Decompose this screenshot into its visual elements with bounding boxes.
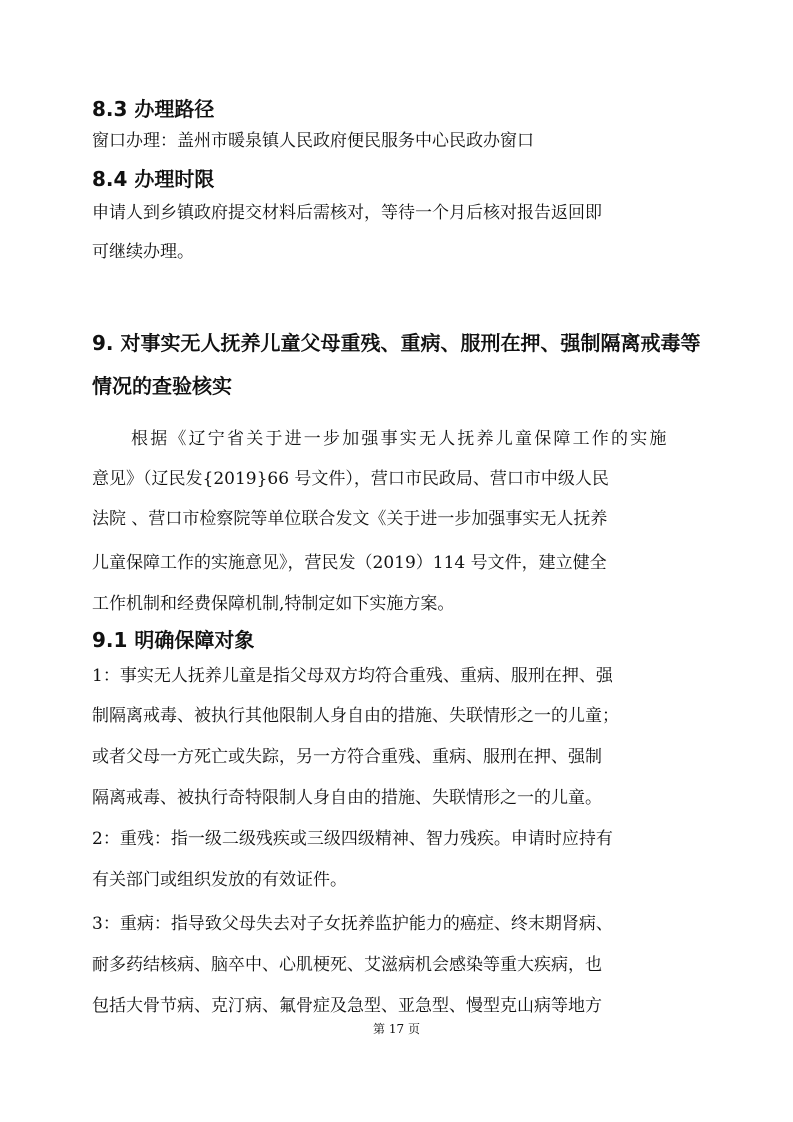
section-9-para-line-3: 法院 、营口市检察院等单位联合发文《关于进一步加强事实无人抚养	[92, 509, 608, 529]
item-2-line-2: 有关部门或组织发放的有效证件。	[92, 870, 347, 890]
item-3-line-1: 3：重病：指导致父母失去对子女抚养监护能力的癌症、终末期肾病、	[92, 914, 613, 934]
section-8-3-heading: 8.3 办理路径	[92, 97, 215, 121]
section-8-4-line-1: 申请人到乡镇政府提交材料后需核对，等待一个月后核对报告返回即	[92, 203, 602, 223]
item-1-line-4: 隔离戒毒、被执行奇特限制人身自由的措施、失联情形之一的儿童。	[92, 788, 602, 808]
section-9-para-line-2: 意见》（辽民发{2019}66 号文件），营口市民政局、营口市中级人民	[92, 469, 609, 489]
page-number: 第 17 页	[373, 1022, 420, 1036]
item-2-line-1: 2：重残：指一级二级残疾或三级四级精神、智力残疾。申请时应持有	[92, 829, 613, 849]
item-1-line-1: 1：事实无人抚养儿童是指父母双方均符合重残、重病、服刑在押、强	[92, 666, 613, 686]
section-9-1-heading: 9.1 明确保障对象	[92, 628, 255, 652]
item-1-line-2: 制隔离戒毒、被执行其他限制人身自由的措施、失联情形之一的儿童；	[92, 706, 619, 726]
section-8-4-heading: 8.4 办理时限	[92, 167, 215, 191]
section-8-3-text: 窗口办理：盖州市暖泉镇人民政府便民服务中心民政办窗口	[92, 131, 534, 151]
section-9-heading-line-1: 9. 对事实无人抚养儿童父母重残、重病、服刑在押、强制隔离戒毒等	[92, 331, 701, 355]
item-3-line-3: 包括大骨节病、克汀病、氟骨症及急型、亚急型、慢型克山病等地方	[92, 996, 602, 1016]
section-9-para-line-4: 儿童保障工作的实施意见》，营民发（2019）114 号文件，建立健全	[92, 553, 607, 573]
item-1-line-3: 或者父母一方死亡或失踪，另一方符合重残、重病、服刑在押、强制	[92, 747, 602, 767]
section-9-heading-line-2: 情况的查验核实	[92, 374, 232, 398]
section-9-para-line-5: 工作机制和经费保障机制,特制定如下实施方案。	[92, 594, 455, 614]
item-3-line-2: 耐多药结核病、脑卒中、心肌梗死、艾滋病机会感染等重大疾病，也	[92, 955, 602, 975]
section-8-4-line-2: 可继续办理。	[92, 242, 194, 262]
section-9-para-line-1: 根据《辽宁省关于进一步加强事实无人抚养儿童保障工作的实施	[131, 429, 669, 449]
